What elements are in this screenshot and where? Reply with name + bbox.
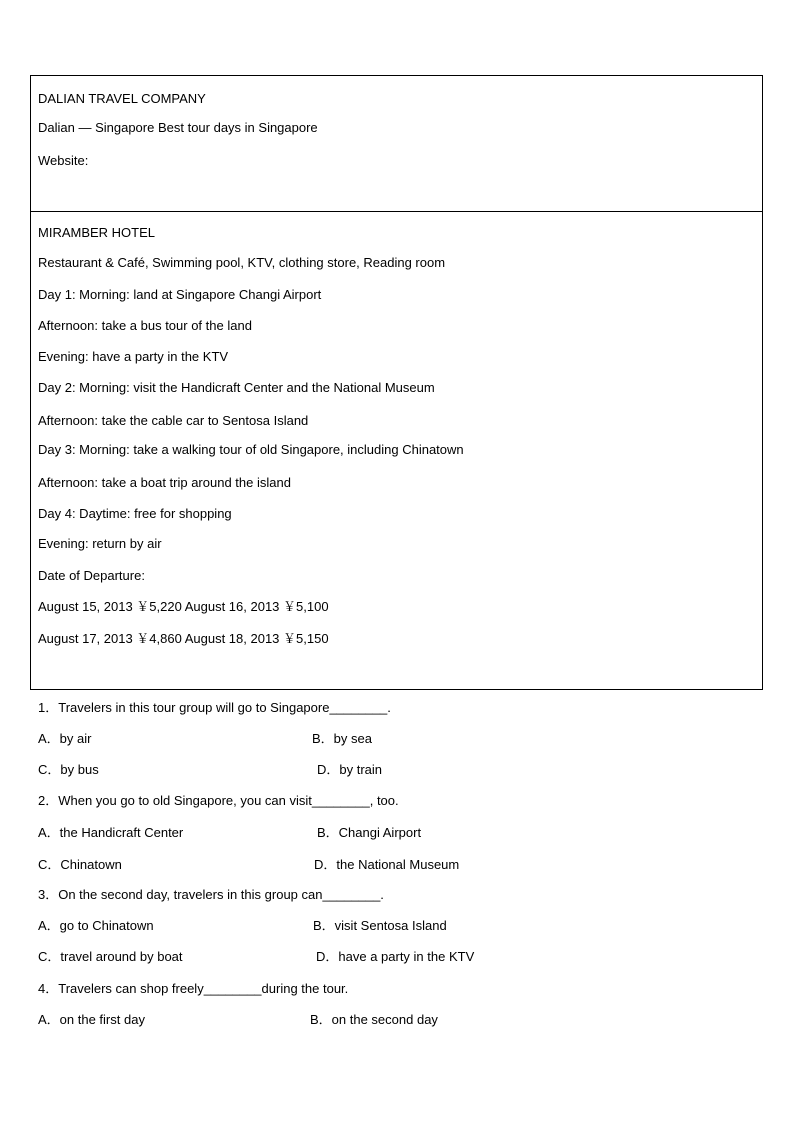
question-stem: 3．On the second day, travelers in this group can________. [38,887,384,902]
itinerary-line: Day 2: Morning: visit the Handicraft Center and the National Museum [38,380,435,395]
option-a: A．go to Chinatown [38,918,154,933]
option-c: C．Chinatown [38,857,122,872]
option-c: C．travel around by boat [38,949,183,964]
option-b: B．on the second day [310,1012,438,1027]
option-d: D．have a party in the KTV [316,949,475,964]
option-b: B．Changi Airport [317,825,422,840]
question-stem: 1．Travelers in this tour group will go to Singapore________. [38,700,391,715]
option-a: A．on the first day [38,1012,145,1027]
itinerary-line: Evening: return by air [38,536,162,551]
hotel-facilities: Restaurant & Café, Swimming pool, KTV, clothing store, Reading room [38,255,446,270]
departure-row: August 15, 2013 ￥5,220 August 16, 2013 ￥5,100 [38,599,329,614]
itinerary-line: Afternoon: take a bus tour of the land [38,318,252,333]
option-a: A．by air [38,731,92,746]
option-d: D．the National Museum [314,857,460,872]
hotel-name: MIRAMBER HOTEL [38,225,156,240]
option-c: C．by bus [38,762,99,777]
itinerary-line: Day 4: Daytime: free for shopping [38,506,232,521]
itinerary-line: Afternoon: take a boat trip around the island [38,475,291,490]
company-tagline: Dalian — Singapore Best tour days in Singapore [38,120,318,135]
itinerary-line: Day 3: Morning: take a walking tour of old Singapore, including Chinatown [38,442,464,457]
option-d: D．by train [317,762,383,777]
option-b: B．visit Sentosa Island [313,918,447,933]
option-a: A．the Handicraft Center [38,825,184,840]
itinerary-line: Evening: have a party in the KTV [38,349,229,364]
question-stem: 4．Travelers can shop freely________during the tour. [38,981,349,996]
option-b: B．by sea [312,731,372,746]
itinerary-line: Afternoon: take the cable car to Sentosa Island [38,413,309,428]
departure-row: August 17, 2013 ￥4,860 August 18, 2013 ￥5,150 [38,631,329,646]
company-name: DALIAN TRAVEL COMPANY [38,91,206,106]
question-stem: 2．When you go to old Singapore, you can visit________, too. [38,793,399,808]
itinerary-line: Day 1: Morning: land at Singapore Changi Airport [38,287,322,302]
website-label: Website: [38,153,89,168]
departure-label: Date of Departure: [38,568,145,583]
